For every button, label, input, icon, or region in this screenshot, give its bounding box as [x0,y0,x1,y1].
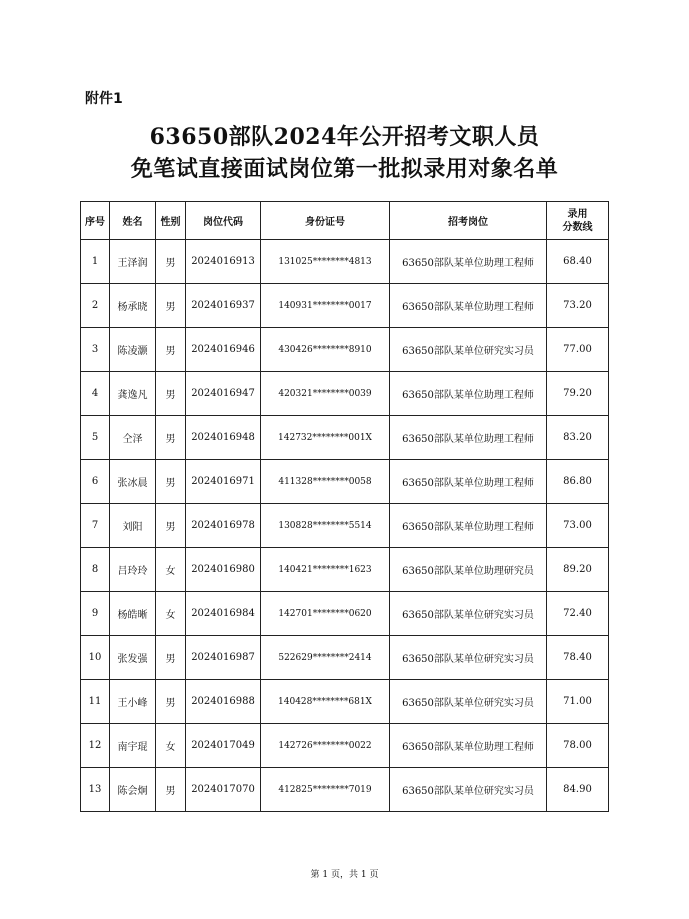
document-title-line-2: 免笔试直接面试岗位第一批拟录用对象名单 [130,156,559,182]
cell-post-code: 2024016913 [186,240,261,284]
header-post-code: 岗位代码 [186,202,261,240]
cell-gender: 男 [156,284,186,328]
cell-position: 63650部队某单位助理工程师 [390,284,547,328]
cell-no: 13 [81,768,110,812]
cell-score: 86.80 [547,460,609,504]
table-row [81,636,609,680]
cell-no: 6 [81,460,110,504]
cell-name: 南宇琨 [110,724,156,768]
header-id-number: 身份证号 [261,202,390,240]
cell-id-number: 412825********7019 [261,768,390,812]
attachment-label: 附件1 [85,91,123,107]
cell-no: 3 [81,328,110,372]
cell-name: 杨承晓 [110,284,156,328]
header-name: 姓名 [110,202,156,240]
cell-no: 1 [81,240,110,284]
cell-name: 杨皓晰 [110,592,156,636]
cell-score: 68.40 [547,240,609,284]
header-score-line-2: 分数线 [562,221,593,233]
cell-position: 63650部队某单位研究实习员 [390,328,547,372]
table-row [81,504,609,548]
cell-post-code: 2024016948 [186,416,261,460]
cell-post-code: 2024017049 [186,724,261,768]
document-title-line-1: 63650部队2024年公开招考文职人员 [149,124,540,150]
cell-id-number: 420321********0039 [261,372,390,416]
cell-gender: 男 [156,768,186,812]
header-score [547,202,609,240]
cell-name: 刘阳 [110,504,156,548]
cell-score: 72.40 [547,592,609,636]
cell-id-number: 130828********5514 [261,504,390,548]
hire-list-table [80,201,609,812]
cell-score: 73.20 [547,284,609,328]
table-row [81,768,609,812]
cell-position: 63650部队某单位助理研究员 [390,548,547,592]
cell-id-number: 140931********0017 [261,284,390,328]
cell-id-number: 142701********0620 [261,592,390,636]
page-footer: 第 1 页，共 1 页 [310,870,379,880]
cell-post-code: 2024016987 [186,636,261,680]
cell-gender: 男 [156,328,186,372]
cell-gender: 女 [156,592,186,636]
cell-name: 仝泽 [110,416,156,460]
table-body [81,240,609,812]
cell-position: 63650部队某单位研究实习员 [390,592,547,636]
cell-position: 63650部队某单位助理工程师 [390,724,547,768]
cell-score: 77.00 [547,328,609,372]
cell-position: 63650部队某单位助理工程师 [390,416,547,460]
cell-gender: 男 [156,372,186,416]
cell-gender: 男 [156,240,186,284]
cell-position: 63650部队某单位助理工程师 [390,372,547,416]
cell-position: 63650部队某单位助理工程师 [390,460,547,504]
cell-gender: 男 [156,504,186,548]
cell-post-code: 2024017070 [186,768,261,812]
table-row [81,284,609,328]
cell-post-code: 2024016971 [186,460,261,504]
cell-name: 张冰晨 [110,460,156,504]
header-no: 序号 [81,202,110,240]
header-score-line-1: 录用 [567,208,588,220]
cell-gender: 男 [156,460,186,504]
cell-name: 陈凌灏 [110,328,156,372]
table-row [81,460,609,504]
cell-name: 吕玲玲 [110,548,156,592]
cell-no: 7 [81,504,110,548]
table-row [81,592,609,636]
cell-id-number: 131025********4813 [261,240,390,284]
cell-score: 83.20 [547,416,609,460]
cell-position: 63650部队某单位研究实习员 [390,768,547,812]
cell-score: 78.40 [547,636,609,680]
cell-position: 63650部队某单位助理工程师 [390,504,547,548]
cell-post-code: 2024016980 [186,548,261,592]
cell-score: 71.00 [547,680,609,724]
table-header-row [81,202,609,240]
cell-score: 79.20 [547,372,609,416]
cell-post-code: 2024016984 [186,592,261,636]
cell-position: 63650部队某单位研究实习员 [390,636,547,680]
cell-post-code: 2024016988 [186,680,261,724]
table-row [81,680,609,724]
cell-id-number: 142732********001X [261,416,390,460]
cell-id-number: 411328********0058 [261,460,390,504]
cell-no: 10 [81,636,110,680]
cell-name: 陈会炯 [110,768,156,812]
cell-no: 9 [81,592,110,636]
cell-gender: 男 [156,636,186,680]
cell-no: 8 [81,548,110,592]
cell-score: 89.20 [547,548,609,592]
cell-id-number: 522629********2414 [261,636,390,680]
cell-post-code: 2024016946 [186,328,261,372]
cell-post-code: 2024016937 [186,284,261,328]
cell-score: 84.90 [547,768,609,812]
cell-id-number: 430426********8910 [261,328,390,372]
cell-no: 11 [81,680,110,724]
header-position: 招考岗位 [390,202,547,240]
cell-gender: 男 [156,416,186,460]
cell-post-code: 2024016978 [186,504,261,548]
table-row [81,328,609,372]
cell-no: 12 [81,724,110,768]
cell-id-number: 142726********0022 [261,724,390,768]
cell-name: 张发强 [110,636,156,680]
cell-gender: 男 [156,680,186,724]
cell-post-code: 2024016947 [186,372,261,416]
cell-no: 5 [81,416,110,460]
table-row [81,724,609,768]
cell-name: 龚逸凡 [110,372,156,416]
cell-gender: 女 [156,724,186,768]
cell-score: 73.00 [547,504,609,548]
cell-score: 78.00 [547,724,609,768]
table-row [81,548,609,592]
cell-no: 2 [81,284,110,328]
cell-position: 63650部队某单位研究实习员 [390,680,547,724]
table-row [81,372,609,416]
cell-no: 4 [81,372,110,416]
cell-id-number: 140428********681X [261,680,390,724]
cell-id-number: 140421********1623 [261,548,390,592]
header-gender: 性别 [156,202,186,240]
cell-name: 王小峰 [110,680,156,724]
table-row [81,240,609,284]
cell-gender: 女 [156,548,186,592]
cell-name: 王泽润 [110,240,156,284]
cell-position: 63650部队某单位助理工程师 [390,240,547,284]
table-row [81,416,609,460]
